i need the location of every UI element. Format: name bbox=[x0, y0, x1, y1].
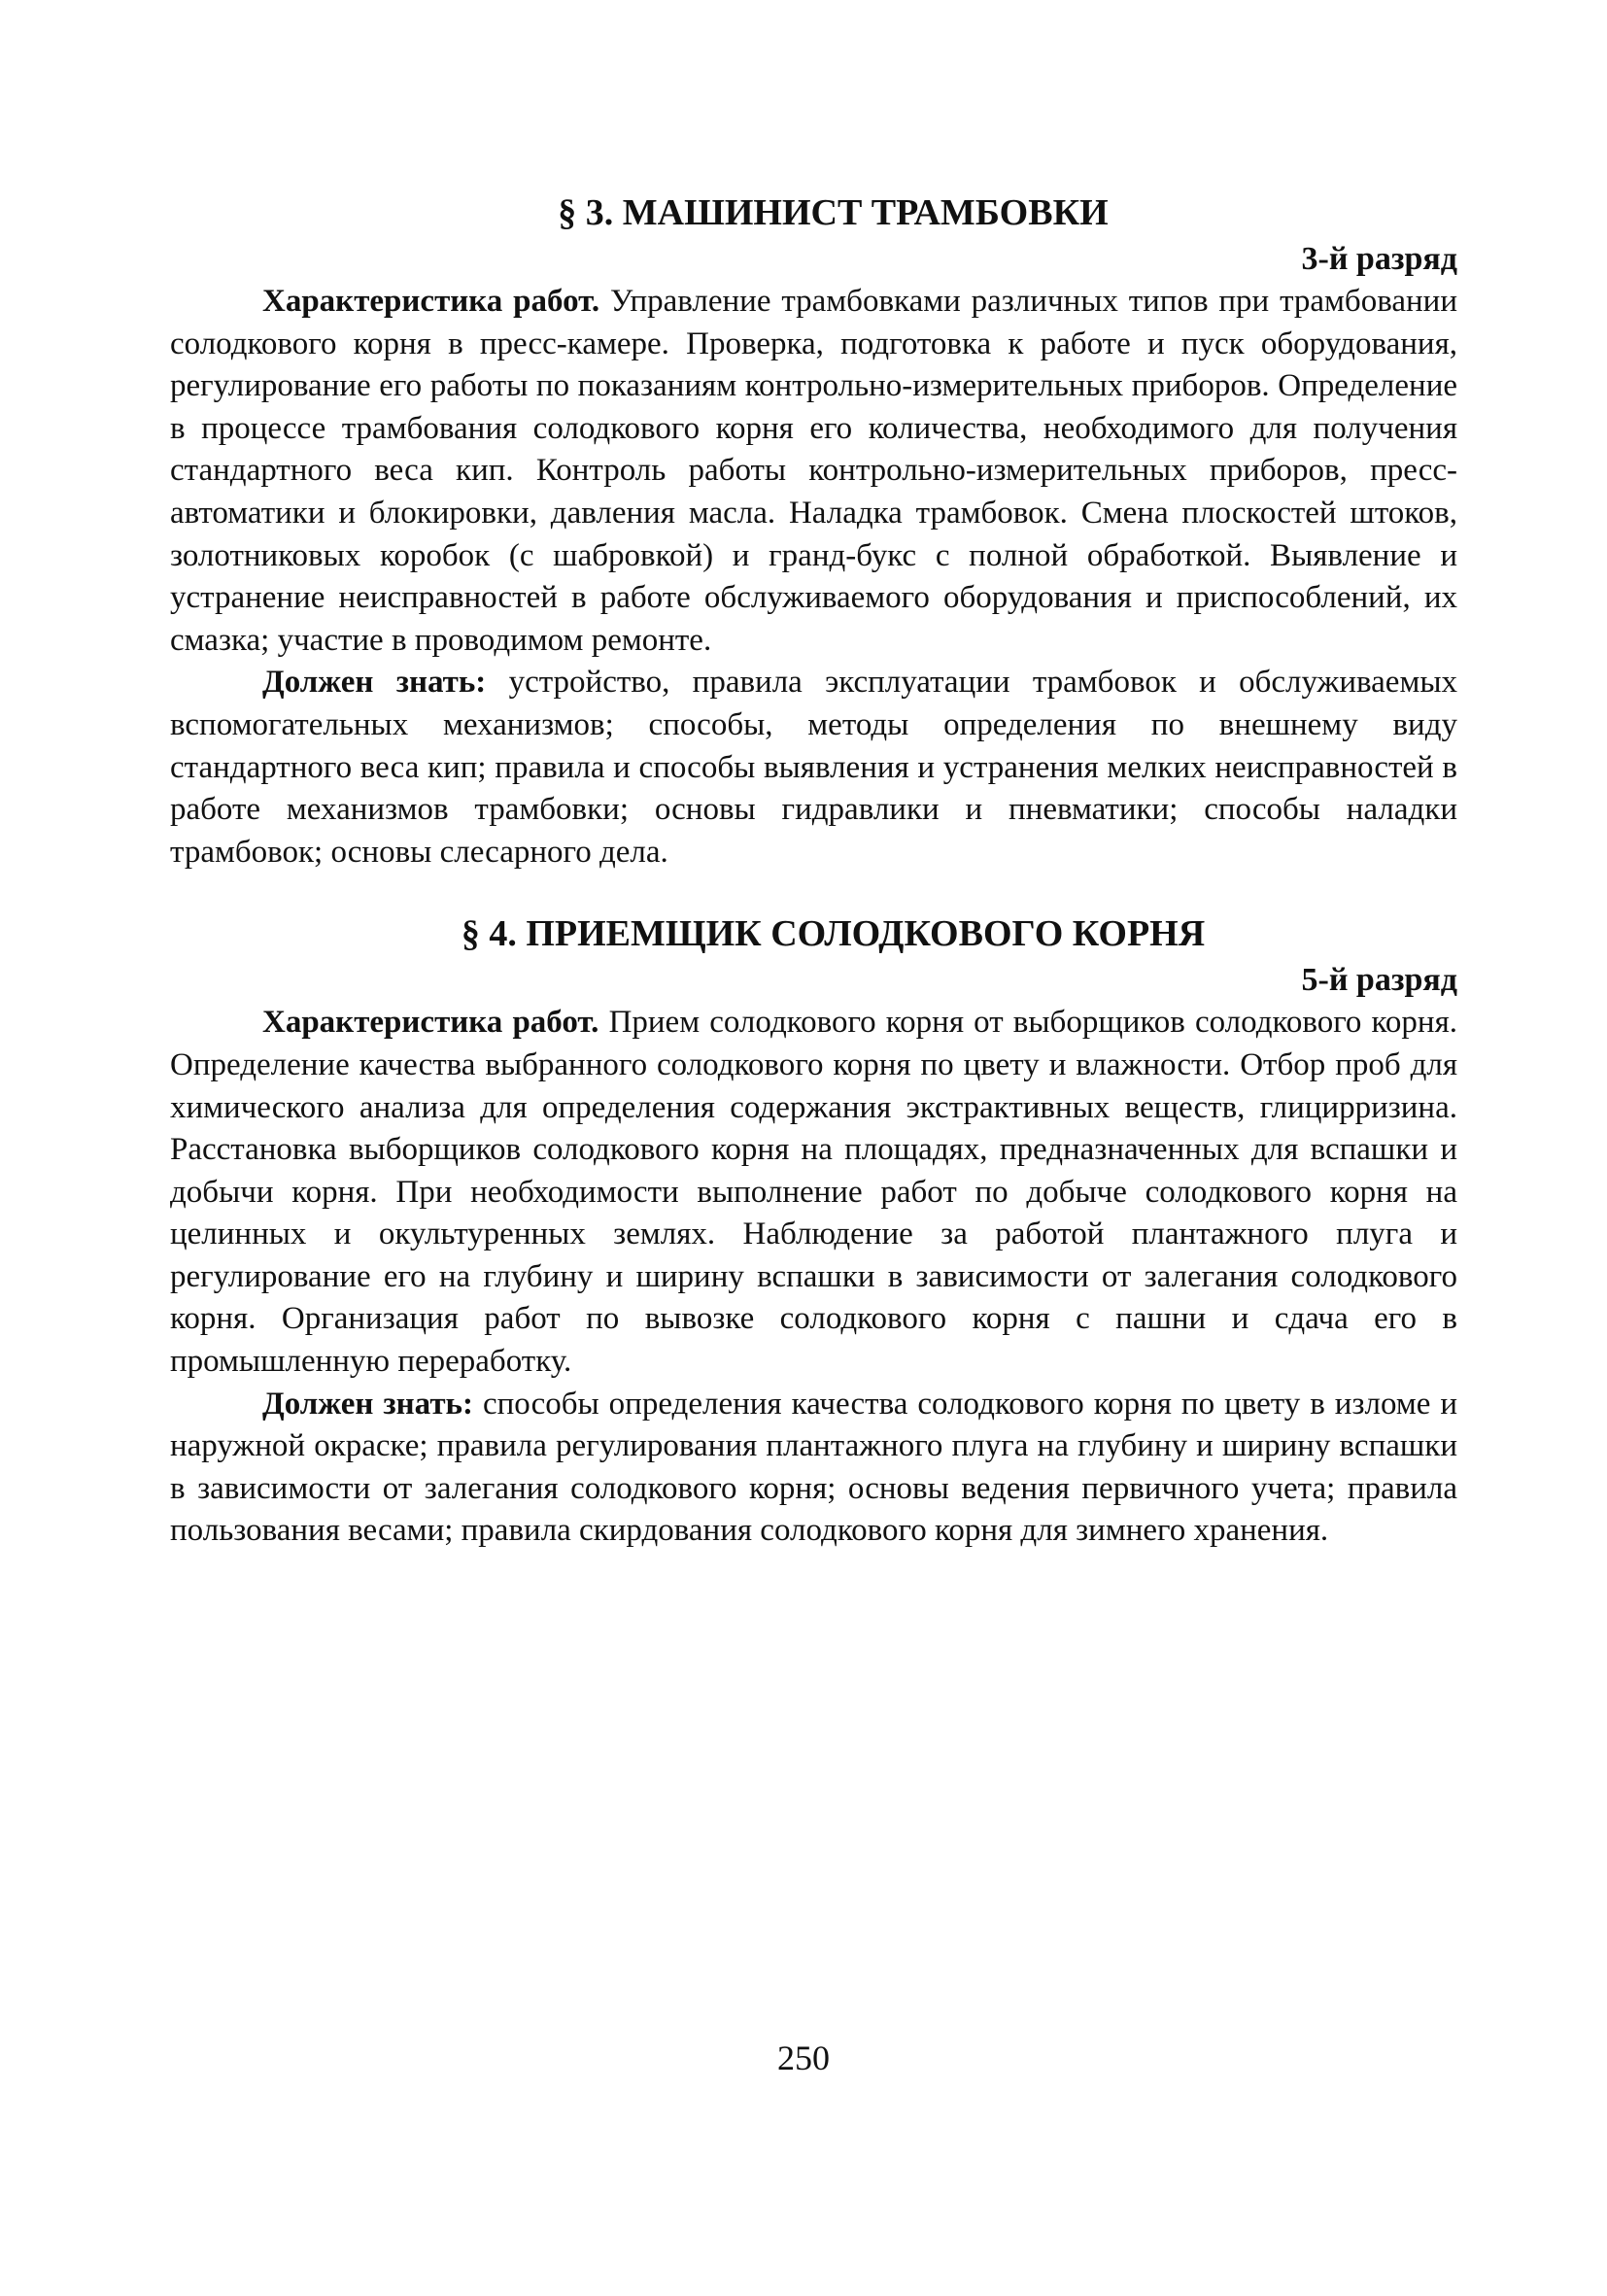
section-3 bbox=[170, 189, 1457, 874]
section-gap bbox=[170, 874, 1457, 910]
section-title: § 3. МАШИНИСТ ТРАМБОВКИ bbox=[558, 192, 1109, 233]
characteristics-text: Управление трамбовками различных типов при трамбовании солодкового корня в пресс-камере. Проверка, подготовка к работе и пуск оборудования, регулирование его работы по показаниям контрольно-измерительных приборов. Определение в процессе трамбования солодкового корня его количества, необходимого для получения стандартного веса кип. Контроль работы контрольно-измерительных приборов, пресс-автоматики и блокировки, давления масла. Наладка трамбовок. Смена плоскостей штоков, золотниковых коробок (с шабровкой) и гранд-букс с полной обработкой. Выявление и устранение неисправностей в работе обслуживаемого оборудования и приспособлений, их смазка; участие в проводимом ремонте. bbox=[170, 284, 1457, 658]
section-title: § 4. ПРИЕМЩИК СОЛОДКОВОГО КОРНЯ bbox=[461, 913, 1206, 955]
grade-label: 5-й разряд bbox=[1301, 962, 1457, 999]
knowledge-paragraph bbox=[170, 662, 1457, 874]
section-4 bbox=[170, 910, 1457, 1553]
knowledge-label: Должен знать: bbox=[262, 665, 487, 701]
page-number: 250 bbox=[777, 2039, 830, 2077]
knowledge-text: устройство, правила эксплуатации трамбовок и обслуживаемых вспомогательных механизмов; способы, методы определения по внешнему виду стандартного веса кип; правила и способы выявления и устранения мелких неисправностей в работе механизмов трамбовки; основы гидравлики и пневматики; способы наладки трамбовок; основы слесарного дела. bbox=[170, 665, 1458, 870]
knowledge-paragraph bbox=[170, 1384, 1457, 1553]
knowledge-label: Должен знать: bbox=[262, 1386, 473, 1422]
grade-label: 3-й разряд bbox=[1301, 241, 1457, 277]
characteristics-label: Характеристика работ. bbox=[262, 1005, 599, 1041]
knowledge-text: способы определения качества солодкового корня по цвету в изломе и наружной окраске; правила регулирования плантажного плуга на глубину и ширину вспашки в зависимости от залегания солодкового корня; основы ведения первичного учета; правила пользования весами; правила скирдования солодкового корня для зимнего хранения. bbox=[170, 1386, 1457, 1549]
document-page bbox=[170, 189, 1457, 1553]
characteristics-paragraph bbox=[170, 1002, 1457, 1383]
characteristics-label: Характеристика работ. bbox=[262, 284, 600, 319]
characteristics-text: Прием солодкового корня от выборщиков солодкового корня. Определение качества выбранного солодкового корня по цвету и влажности. Отбор проб для химического анализа для определения содержания экстрактивных веществ, глицирризина. Расстановка выборщиков солодкового корня на площадях, предназначенных для вспашки и добычи корня. При необходимости выполнение работ по добыче солодкового корня на целинных и окультуренных землях. Наблюдение за работой плантажного плуга и регулирование его на глубину и ширину вспашки в зависимости от залегания солодкового корня. Организация работ по вывозке солодкового корня с пашни и сдача его в промышленную переработку. bbox=[170, 1005, 1457, 1380]
characteristics-paragraph bbox=[170, 281, 1457, 662]
